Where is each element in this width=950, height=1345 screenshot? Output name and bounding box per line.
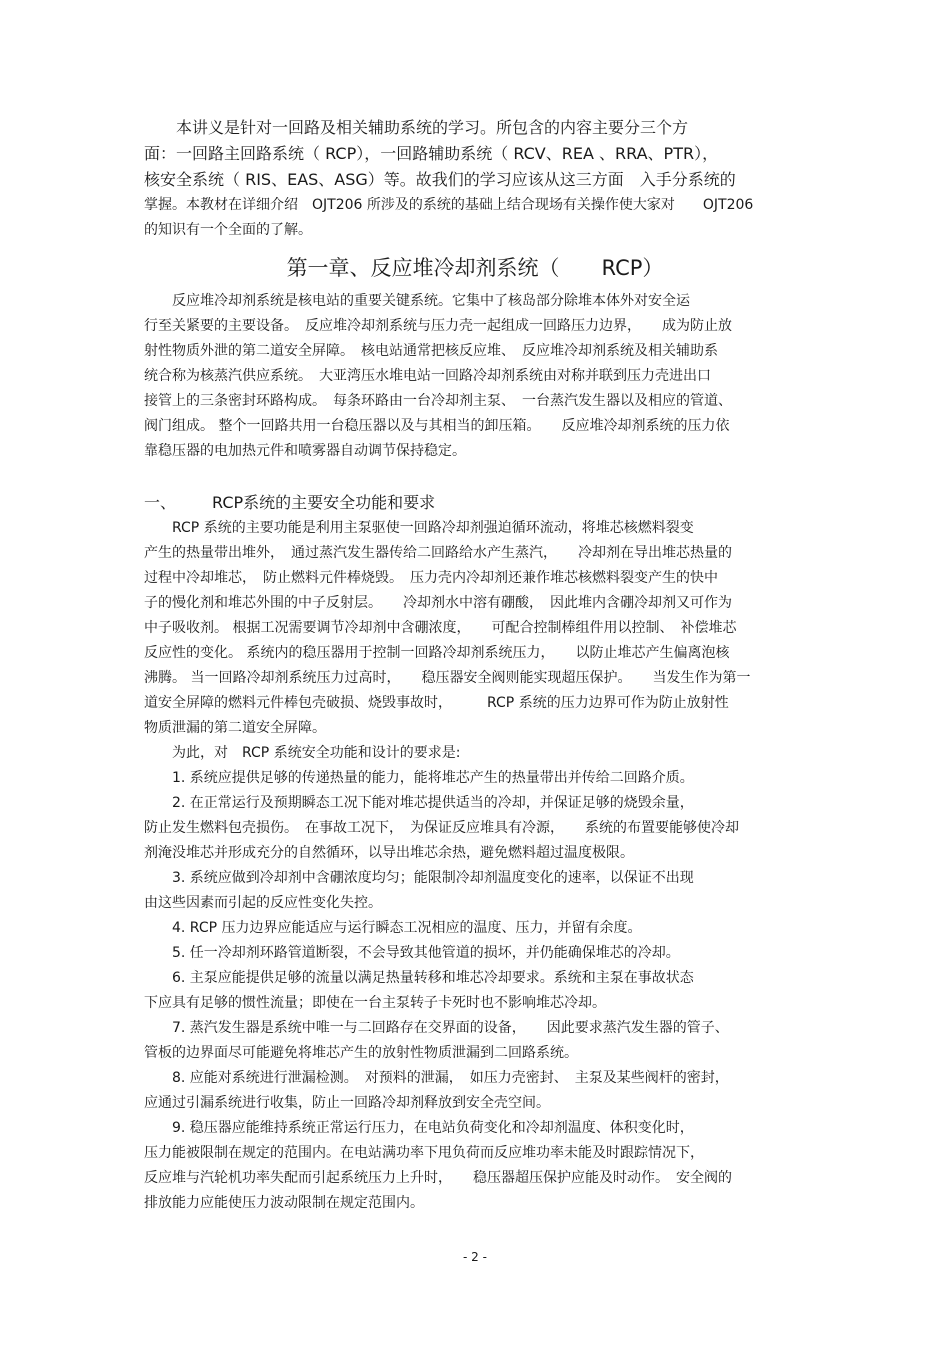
body-line: 产生的热量带出堆外， 通过蒸汽发生器传给二回路给水产生蒸汽， 冷却剂在导出堆芯热量的: [144, 545, 732, 561]
body-line: 8. 应能对系统进行泄漏检测。 对预料的泄漏， 如压力壳密封、 主泵及某些阀杆的密封，: [144, 1070, 729, 1086]
body-line: 沸腾。 当一回路冷却剂系统压力过高时， 稳压器安全阀则能实现超压保护。 当发生作为第一: [144, 670, 751, 686]
chapter-intro-line: 靠稳压器的电加热元件和喷雾器自动调节保持稳定。: [144, 443, 466, 459]
body-line: 道安全屏障的燃料元件棒包壳破损、烧毁事故时， RCP 系统的压力边界可作为防止放射性: [144, 695, 729, 711]
body-line: 中子吸收剂。 根据工况需要调节冷却剂中含硼浓度， 可配合控制棒组件用以控制、 补偿堆芯: [144, 620, 737, 636]
body-line: 物质泄漏的第二道安全屏障。: [144, 720, 326, 736]
chapter-intro-paragraph: [144, 289, 804, 464]
chapter-title: 第一章、反应堆冷却剂系统（ RCP）: [286, 256, 664, 280]
intro-paragraph: [144, 115, 804, 243]
section-body: [144, 516, 804, 1216]
intro-line: 核安全系统（ RIS、EAS、ASG）等。故我们的学习应该从这三方面 入手分系统的: [144, 170, 736, 189]
chapter-intro-line: 射性物质外泄的第二道安全屏障。 核电站通常把核反应堆、 反应堆冷却剂系统及相关辅助系: [144, 343, 718, 359]
body-line: 4. RCP 压力边界应能适应与运行瞬态工况相应的温度、压力，并留有余度。: [144, 920, 642, 936]
chapter-intro-line: 阀门组成。 整个一回路共用一台稳压器以及与其相当的卸压箱。 反应堆冷却剂系统的压力依: [144, 418, 730, 434]
intro-line: 本讲义是针对一回路及相关辅助系统的学习。所包含的内容主要分三个方: [144, 118, 689, 137]
body-line: 3. 系统应做到冷却剂中含硼浓度均匀；能限制冷却剂温度变化的速率，以保证不出现: [144, 870, 694, 886]
body-line: 9. 稳压器应能维持系统正常运行压力，在电站负荷变化和冷却剂温度、体积变化时，: [144, 1120, 694, 1136]
body-line: 压力能被限制在规定的范围内。在电站满功率下甩负荷而反应堆功率未能及时跟踪情况下，: [144, 1145, 704, 1161]
body-line: 排放能力应能使压力波动限制在规定范围内。: [144, 1195, 424, 1211]
body-line: 下应具有足够的惯性流量；即使在一台主泵转子卡死时也不影响堆芯冷却。: [144, 995, 606, 1011]
chapter-intro-line: 统合称为核蒸汽供应系统。 大亚湾压水堆电站一回路冷却剂系统由对称并联到压力壳进出口: [144, 368, 711, 384]
body-line: 子的慢化剂和堆芯外围的中子反射层。 冷却剂水中溶有硼酸， 因此堆内含硼冷却剂又可作为: [144, 595, 732, 611]
body-line: 剂淹没堆芯并形成充分的自然循环，以导出堆芯余热，避免燃料超过温度极限。: [144, 845, 634, 861]
body-line: 1. 系统应提供足够的传递热量的能力，能将堆芯产生的热量带出并传给二回路介质。: [144, 770, 694, 786]
section-title: RCP系统的主要安全功能和要求: [212, 493, 436, 512]
body-line: 应通过引漏系统进行收集，防止一回路冷却剂释放到安全壳空间。: [144, 1095, 550, 1111]
body-line: 7. 蒸汽发生器是系统中唯一与二回路存在交界面的设备， 因此要求蒸汽发生器的管子、: [144, 1020, 729, 1036]
body-line: 反应性的变化。 系统内的稳压器用于控制一回路冷却剂系统压力， 以防止堆芯产生偏离泡核: [144, 645, 730, 661]
body-line: 过程中冷却堆芯， 防止燃料元件棒烧毁。 压力壳内冷却剂还兼作堆芯核燃料裂变产生的快中: [144, 570, 718, 586]
body-line: 2. 在正常运行及预期瞬态工况下能对堆芯提供适当的冷却，并保证足够的烧毁余量，: [144, 795, 694, 811]
body-line: 5. 任一冷却剂环路管道断裂，不会导致其他管道的损坏，并仍能确保堆芯的冷却。: [144, 945, 680, 961]
chapter-intro-line: 行至关紧要的主要设备。 反应堆冷却剂系统与压力壳一起组成一回路压力边界， 成为防止放: [144, 318, 732, 334]
intro-line: 面：一回路主回路系统（ RCP），一回路辅助系统（ RCV、REA 、RRA、PTR），: [144, 144, 719, 163]
body-line: 为此，对 RCP 系统安全功能和设计的要求是:: [144, 745, 461, 761]
body-line: 6. 主泵应能提供足够的流量以满足热量转移和堆芯冷却要求。系统和主泵在事故状态: [144, 970, 694, 986]
body-line: 管板的边界面尽可能避免将堆芯产生的放射性物质泄漏到二回路系统。: [144, 1045, 578, 1061]
body-line: 反应堆与汽轮机功率失配而引起系统压力上升时， 稳压器超压保护应能及时动作。 安全阀的: [144, 1170, 732, 1186]
chapter-intro-line: 接管上的三条密封环路构成。 每条环路由一台冷却剂主泵、 一台蒸汽发生器以及相应的管道、: [144, 393, 732, 409]
page-number: - 2 -: [463, 1250, 487, 1264]
intro-line: 的知识有一个全面的了解。: [144, 222, 312, 238]
intro-line: 掌握。本教材在详细介绍 OJT206 所涉及的系统的基础上结合现场有关操作使大家对 OJT206: [144, 197, 754, 213]
section-number: 一、: [144, 493, 177, 512]
body-line: RCP 系统的主要功能是利用主泵驱使一回路冷却剂强迫循环流动，将堆芯核燃料裂变: [144, 520, 694, 536]
chapter-intro-line: 反应堆冷却剂系统是核电站的重要关键系统。它集中了核岛部分除堆本体外对安全运: [144, 293, 690, 309]
body-line: 防止发生燃料包壳损伤。 在事故工况下， 为保证反应堆具有冷源， 系统的布置要能够使冷却: [144, 820, 739, 836]
body-line: 由这些因素而引起的反应性变化失控。: [144, 895, 382, 911]
